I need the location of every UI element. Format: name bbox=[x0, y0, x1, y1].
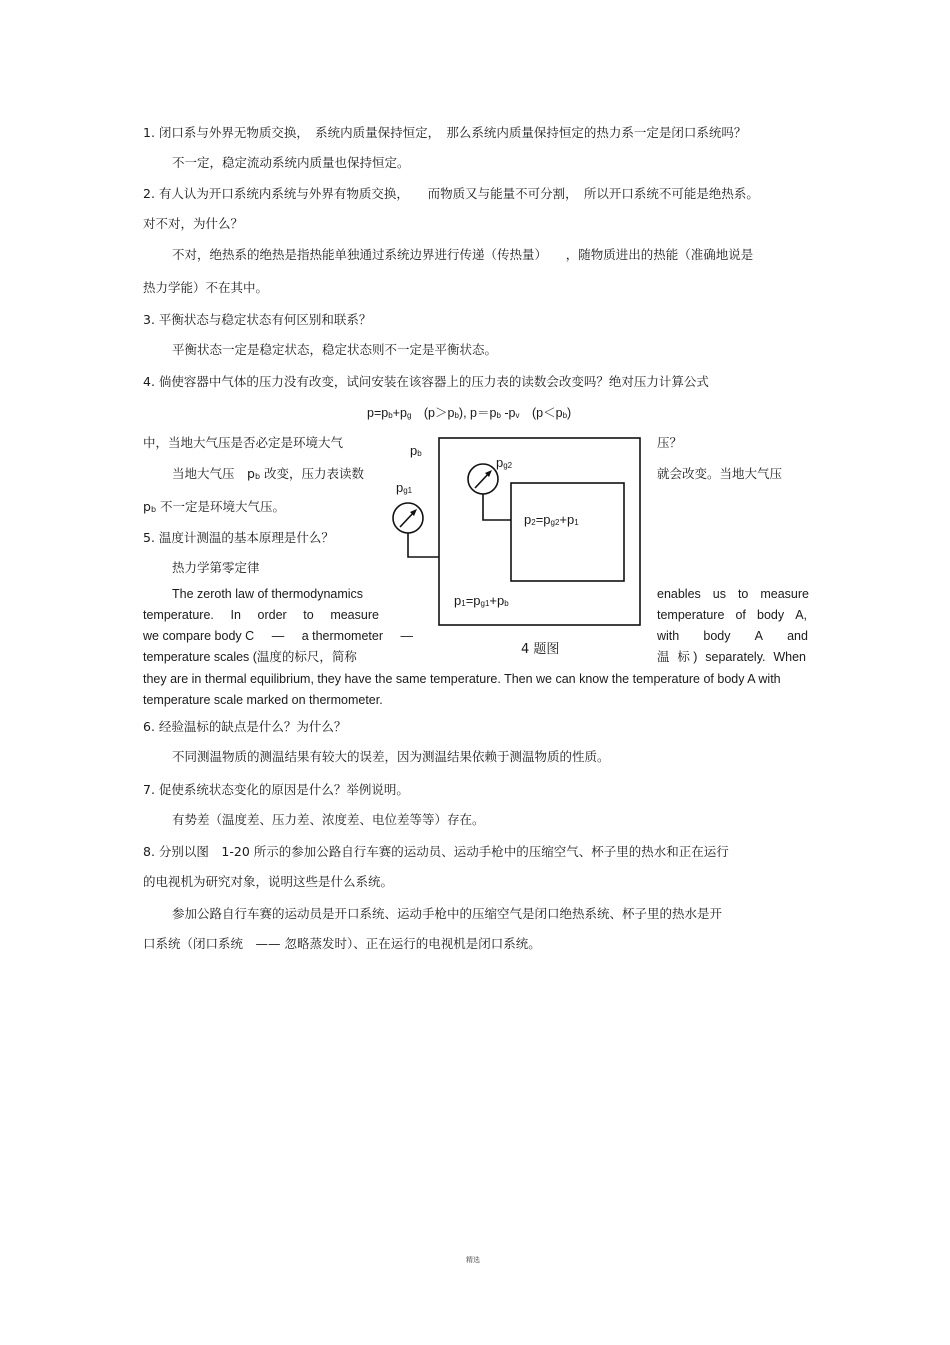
q1-answer: 不一定，稳定流动系统内质量也保持恒定。 bbox=[172, 155, 410, 170]
q2-answer-line1: 不对，绝热系的绝热是指热能单独通过系统边界进行传递（传热量） ，随物质进出的热能（准确地说是 bbox=[172, 247, 754, 262]
q6-question: 6. 经验温标的缺点是什么？为什么？ bbox=[143, 719, 347, 734]
q5-row4-left: temperature scales (温度的标尺，简称 bbox=[143, 650, 357, 664]
q4-answer-line2: $p_b$ 不一定是环境大气压。 bbox=[143, 499, 285, 514]
label-pg1: $p_{g1}$ bbox=[396, 480, 413, 495]
q5-line6: temperature scale marked on thermometer. bbox=[143, 693, 383, 707]
q4-question-left: 中，当地大气压是否必定是环境大气 bbox=[143, 435, 344, 450]
q7-question: 7. 促使系统状态变化的原因是什么？举例说明。 bbox=[143, 782, 409, 797]
pressure-diagram bbox=[386, 433, 648, 663]
q4-answer-left: 当地大气压 $p_b$ 改变，压力表读数 bbox=[172, 466, 364, 481]
q4-formula: $p=p_b+p_g$ $(p>p_b)$, $p=p_b$ $-p_v$ $(p<p_b)$ bbox=[367, 406, 572, 420]
q5-question: 5. 温度计测温的基本原理是什么？ bbox=[143, 530, 334, 545]
q8-question-line2: 的电视机为研究对象，说明这些是什么系统。 bbox=[143, 874, 394, 889]
label-pb: $p_b$ bbox=[410, 443, 422, 458]
q4-answer-right: 就会改变。当地大气压 bbox=[657, 466, 783, 481]
q4-question-right: 压？ bbox=[657, 435, 683, 450]
q5-answer-title: 热力学第零定律 bbox=[172, 560, 260, 575]
q8-answer-line1: 参加公路自行车赛的运动员是开口系统、运动手枪中的压缩空气是闭口绝热系统、杯子里的热水是开 bbox=[172, 906, 723, 921]
label-p2: $p_2=p_{g2}+p_1$ bbox=[524, 512, 579, 527]
q4-question-line1: 4. 倘使容器中气体的压力没有改变，试问安装在该容器上的压力表的读数会改变吗？绝对压力计算公式 bbox=[143, 374, 709, 389]
q5-row4-right: 温 标 ) separately. When bbox=[657, 650, 806, 664]
pressure-gauge-icon bbox=[468, 464, 498, 494]
label-p1: $p_1=p_{g1}+p_b$ bbox=[454, 593, 509, 608]
pressure-gauge-icon bbox=[393, 503, 423, 533]
q5-row3-right: with body A and bbox=[657, 629, 808, 643]
q5-line5: they are in thermal equilibrium, they have the same temperature. Then we can know the temperature of body A with bbox=[143, 672, 781, 686]
q8-answer-line2: 口系统（闭口系统 —— 忽略蒸发时）、正在运行的电视机是闭口系统。 bbox=[143, 936, 541, 951]
q5-row1-right: enables us to measure bbox=[657, 587, 809, 601]
q1-question: 1. 闭口系与外界无物质交换， 系统内质量保持恒定， 那么系统内质量保持恒定的热力系一定是闭口系统吗？ bbox=[143, 125, 747, 140]
q6-answer: 不同测温物质的测温结果有较大的误差，因为测温结果依赖于测温物质的性质。 bbox=[172, 749, 610, 764]
pressure-figure bbox=[386, 433, 648, 663]
q5-row2-left: temperature. In order to measure bbox=[143, 608, 379, 622]
label-pg2: $p_{g2}$ bbox=[496, 455, 513, 470]
q3-question: 3. 平衡状态与稳定状态有何区别和联系？ bbox=[143, 312, 372, 327]
q2-question-line1: 2. 有人认为开口系统内系统与外界有物质交换， 而物质又与能量不可分割， 所以开口系统不可能是绝热系。 bbox=[143, 186, 759, 201]
q5-row3-left: we compare body C — a thermometer — bbox=[143, 629, 413, 643]
q5-row2-right: temperature of body A, bbox=[657, 608, 807, 622]
figure-caption: 4 题图 bbox=[521, 642, 560, 657]
q3-answer: 平衡状态一定是稳定状态，稳定状态则不一定是平衡状态。 bbox=[172, 342, 498, 357]
q2-question-line2: 对不对，为什么？ bbox=[143, 216, 244, 231]
page-footer: 精选 bbox=[466, 1256, 480, 1264]
q2-answer-line2: 热力学能）不在其中。 bbox=[143, 280, 269, 295]
q8-question-line1: 8. 分别以图 1-20 所示的参加公路自行车赛的运动员、运动手枪中的压缩空气、杯子里的热水和正在运行 bbox=[143, 844, 729, 859]
q5-row1-left: The zeroth law of thermodynamics bbox=[172, 587, 364, 601]
q7-answer: 有势差（温度差、压力差、浓度差、电位差等等）存在。 bbox=[172, 812, 485, 827]
